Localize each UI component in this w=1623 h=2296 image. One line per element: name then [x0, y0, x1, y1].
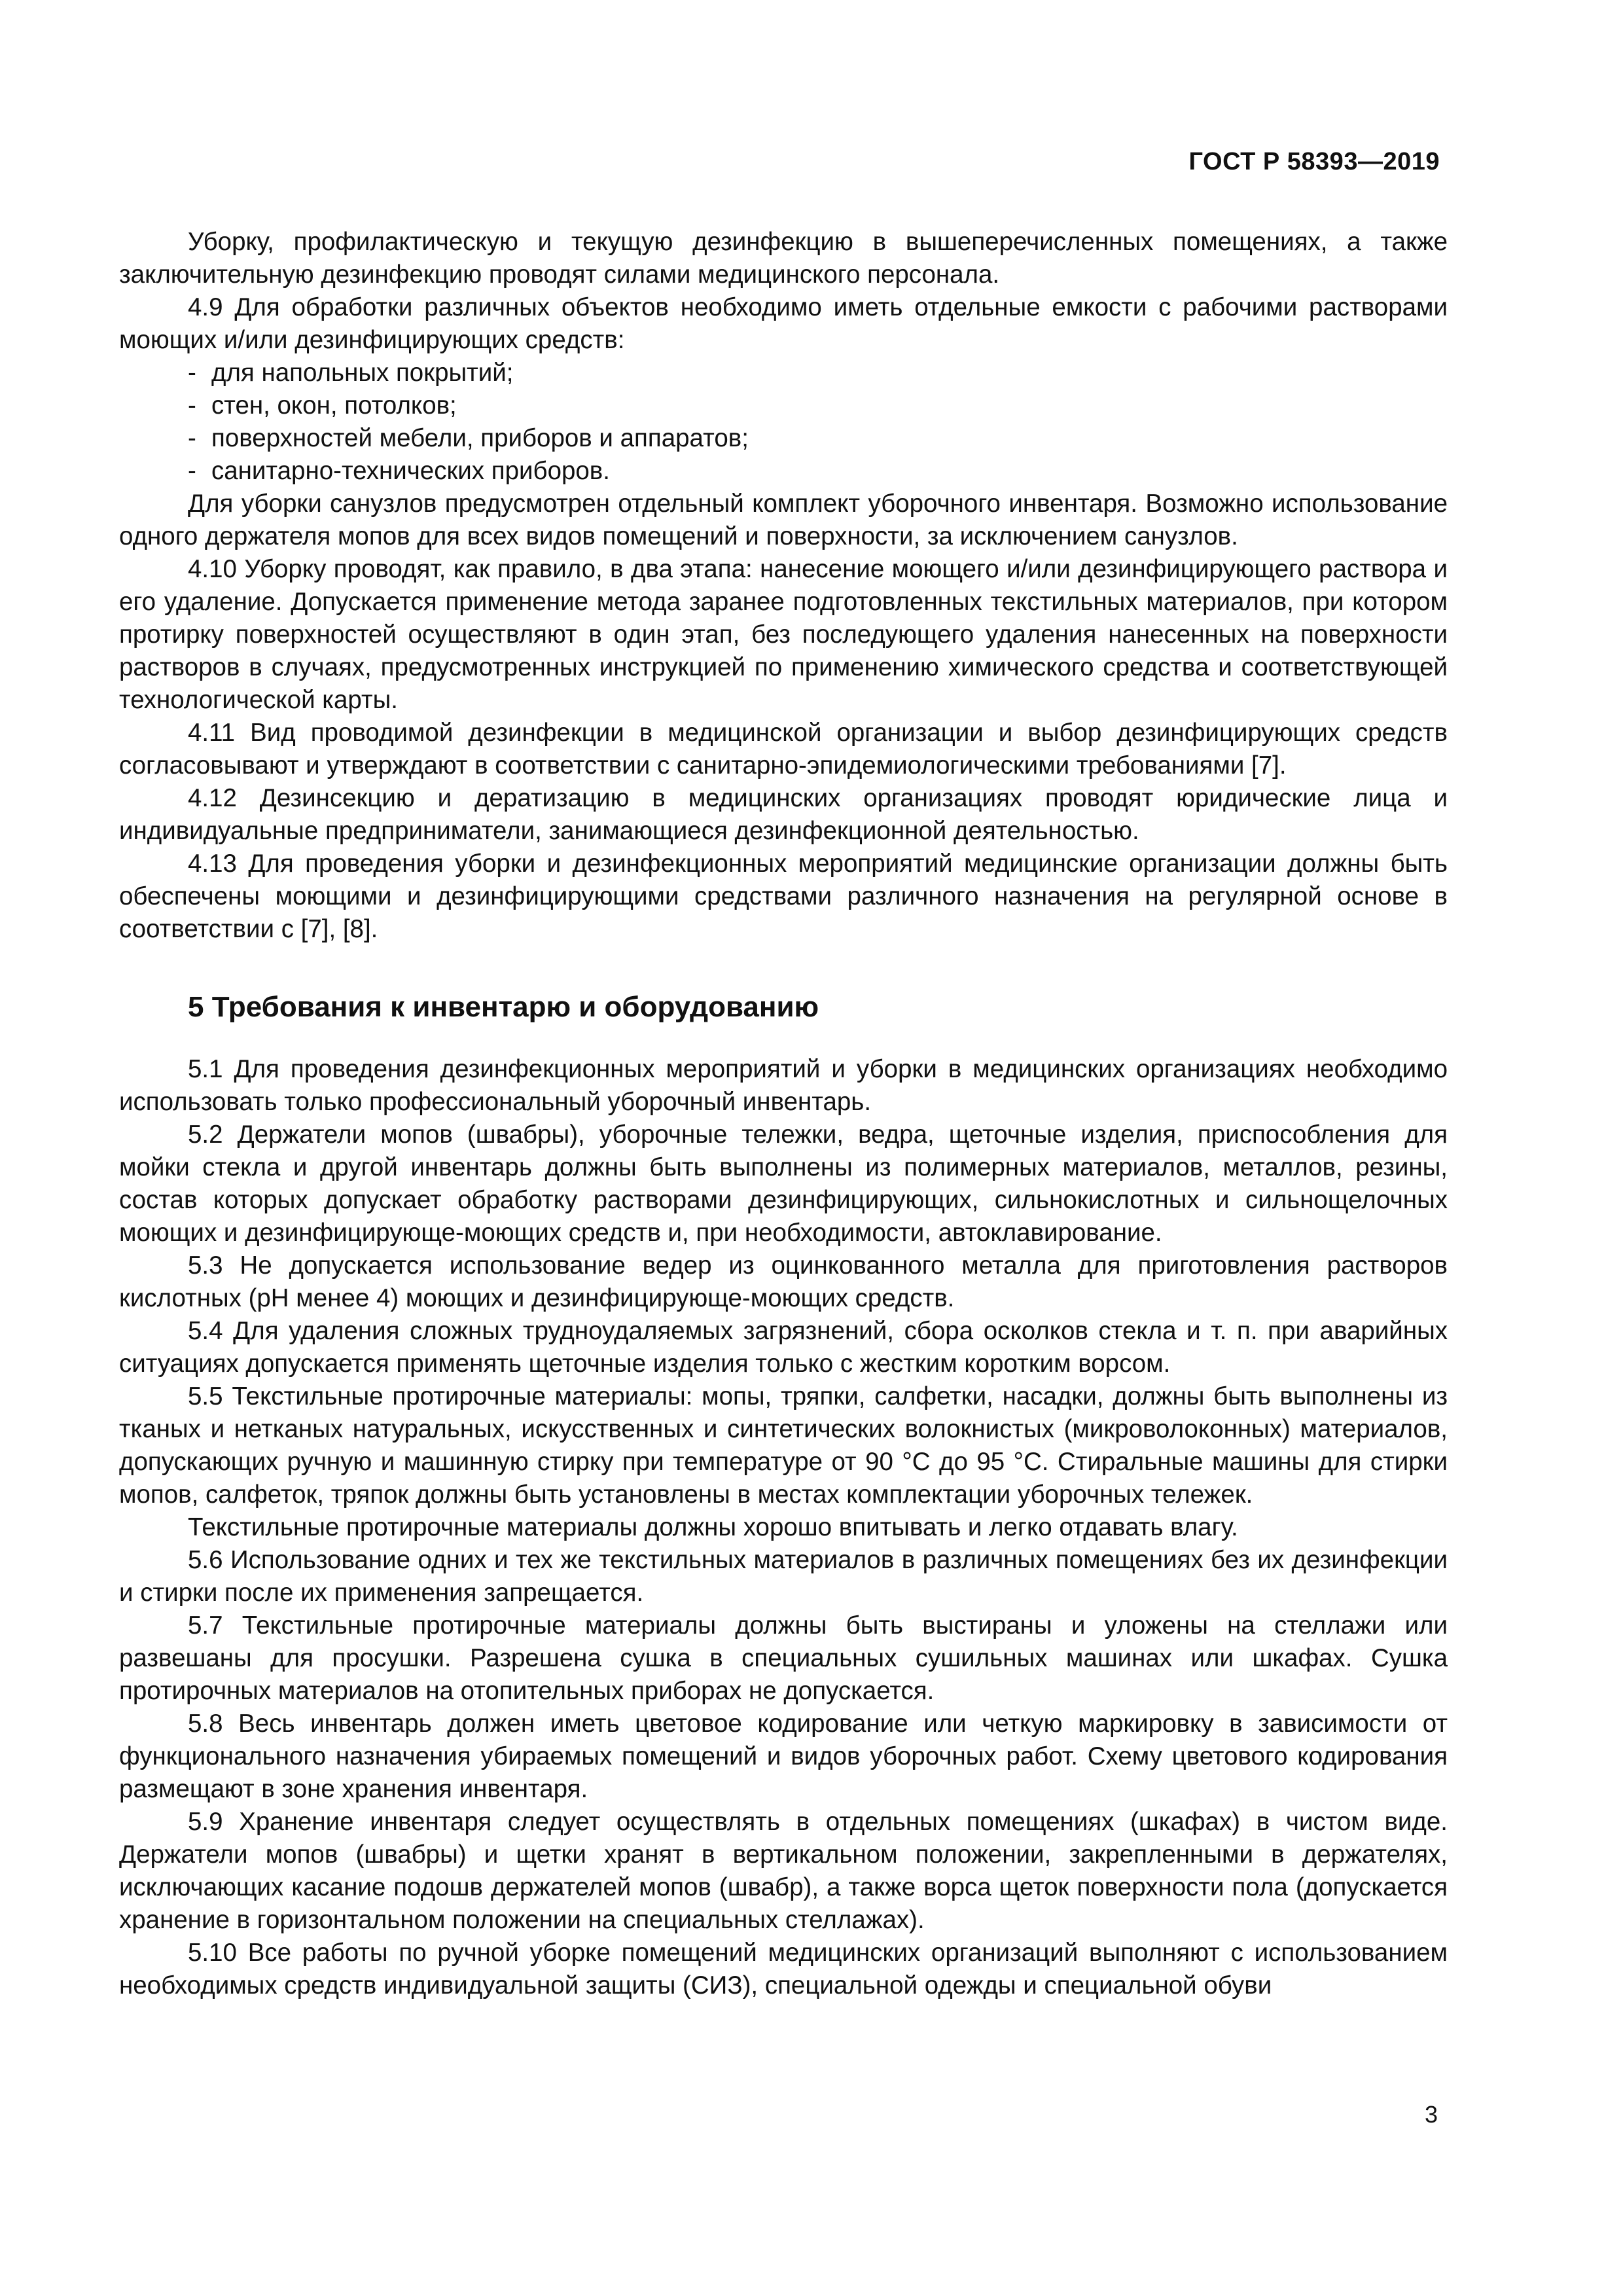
paragraph-4-11: 4.11 Вид проводимой дезинфекции в медицинской организации и выбор дезинфицирующих средств согласовывают и утверждают в соответствии с санитарно-эпидемиологическими требованиями [7].: [119, 719, 1448, 780]
paragraph-5-10: 5.10 Все работы по ручной уборке помещений медицинских организаций выполняют с использованием необходимых средств индивидуальной защиты (СИЗ), специальной одежды и специальной обуви: [119, 1939, 1448, 2000]
paragraph-5-1: 5.1 Для проведения дезинфекционных мероприятий и уборки в медицинских организациях необходимо использовать только профессиональный уборочный инвентарь.: [119, 1055, 1448, 1116]
paragraph-textile-absorb: Текстильные протирочные материалы должны хорошо впитывать и легко отдавать влагу.: [188, 1513, 1238, 1541]
page-number: 3: [1424, 2101, 1438, 2128]
paragraph-5-2: 5.2 Держатели мопов (швабры), уборочные тележки, ведра, щеточные изделия, приспособления для мойки стекла и другой инвентарь должны быть выполнены из полимерных материалов, металлов, резины, состав которых допускает обработку растворами дезинфицирующих, сильнокислотных и сильнощелочных моющих и дезинфицирующе-моющих средств и, при необходимости, автоклавирование.: [119, 1121, 1448, 1247]
paragraph-cleaning-staff: Уборку, профилактическую и текущую дезинфекцию в вышеперечисленных помещениях, а также заключительную дезинфекцию проводят силами медицинского персонала.: [119, 228, 1448, 289]
paragraph-5-3: 5.3 Не допускается использование ведер из оцинкованного металла для приготовления растворов кислотных (pH менее 4) моющих и дезинфицирующе-моющих средств.: [119, 1251, 1448, 1312]
document-body: [119, 226, 1448, 2002]
list-item: - для напольных покрытий;: [188, 359, 514, 387]
section-5-heading: 5 Требования к инвентарю и оборудованию: [188, 991, 819, 1023]
paragraph-4-9: 4.9 Для обработки различных объектов необходимо иметь отдельные емкости с рабочими растворами моющих и/или дезинфицирующих средств:: [119, 293, 1448, 354]
paragraph-5-6: 5.6 Использование одних и тех же текстильных материалов в различных помещениях без их дезинфекции и стирки после их применения запрещается.: [119, 1546, 1448, 1607]
paragraph-5-8: 5.8 Весь инвентарь должен иметь цветовое кодирование или четкую маркировку в зависимости от функционального назначения убираемых помещений и видов уборочных работ. Схему цветового кодирования размещают в зоне хранения инвентаря.: [119, 1710, 1448, 1803]
paragraph-4-10: 4.10 Уборку проводят, как правило, в два этапа: нанесение моющего и/или дезинфицирующего раствора и его удаление. Допускается применение метода заранее подготовленных текстильных материалов, при котором протирку поверхностей осуществляют в один этап, без последующего удаления нанесенных на поверхности растворов в случаях, предусмотренных инструкцией по применению химического средства и соответствующей технологической карты.: [119, 555, 1448, 714]
paragraph-5-5: 5.5 Текстильные протирочные материалы: мопы, тряпки, салфетки, насадки, должны быть выполнены из тканых и нетканых натуральных, искусственных и синтетических волокнистых (микроволоконных) материалов, допускающих ручную и машинную стирку при температуре от 90 °С до 95 °С. Стиральные машины для стирки мопов, салфеток, тряпок должны быть установлены в местах комплектации уборочных тележек.: [119, 1382, 1448, 1509]
paragraph-5-7: 5.7 Текстильные протирочные материалы должны быть выстираны и уложены на стеллажи или развешаны для просушки. Разрешена сушка в специальных сушильных машинах или шкафах. Сушка протирочных материалов на отопительных приборах не допускается.: [119, 1611, 1448, 1705]
list-item: - стен, окон, потолков;: [188, 391, 457, 420]
paragraph-4-13: 4.13 Для проведения уборки и дезинфекционных мероприятий медицинские организации должны быть обеспечены моющими и дезинфицирующими средствами различного назначения на регулярной основе в соответствии с [7], [8].: [119, 850, 1448, 943]
standard-header: ГОСТ Р 58393—2019: [1188, 148, 1440, 175]
paragraph-sanitary-units: Для уборки санузлов предусмотрен отдельный комплект уборочного инвентаря. Возможно использование одного держателя мопов для всех видов помещений и поверхности, за исключением санузлов.: [119, 490, 1448, 550]
paragraph-5-4: 5.4 Для удаления сложных трудноудаляемых загрязнений, сбора осколков стекла и т. п. при аварийных ситуациях допускается применять щеточные изделия только с жестким коротким ворсом.: [119, 1317, 1448, 1378]
paragraph-5-9: 5.9 Хранение инвентаря следует осуществлять в отдельных помещениях (шкафах) в чистом виде. Держатели мопов (швабры) и щетки хранят в вертикальном положении, закрепленными в держателях, исключающих касание подошв держателей мопов (швабр), а также ворса щеток поверхности пола (допускается хранение в горизонтальном положении на специальных стеллажах).: [119, 1808, 1448, 1934]
list-item: - поверхностей мебели, приборов и аппаратов;: [188, 424, 749, 452]
list-item: - санитарно-технических приборов.: [188, 457, 610, 485]
surface-list: [119, 357, 1448, 488]
paragraph-4-12: 4.12 Дезинсекцию и дератизацию в медицинских организациях проводят юридические лица и индивидуальные предприниматели, занимающиеся дезинфекционной деятельностью.: [119, 784, 1448, 845]
